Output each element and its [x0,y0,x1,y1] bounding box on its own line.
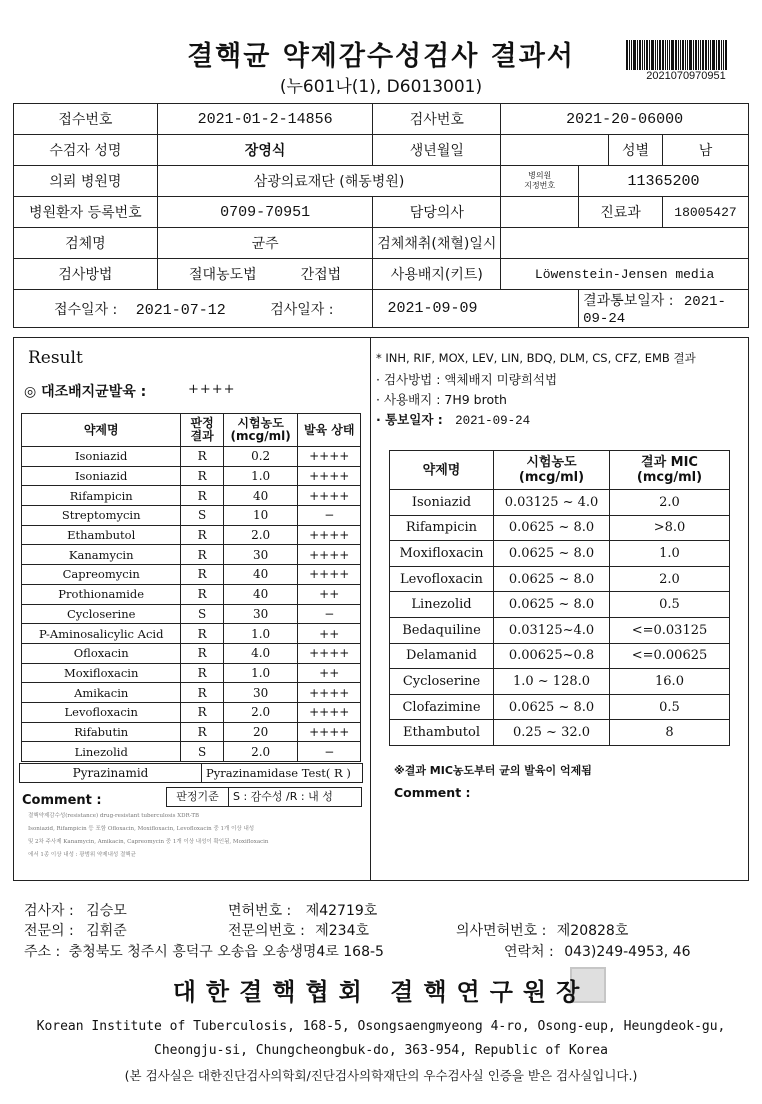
criteria-box [166,787,362,807]
criteria-label: 판정기준 [167,788,229,806]
dates-row: 접수일자 : 2021-07-12 검사일자 : [14,290,373,328]
dept-label: 진료과 [579,197,663,228]
table-row [22,545,361,565]
name-label: 수검자 성명 [14,135,158,166]
drug-name: Rifampicin [22,486,181,506]
control-growth-value: ++++ [188,382,236,397]
growth-cell: ++++ [298,702,361,722]
drug-name: P-Aminosalicylic Acid [22,624,181,644]
conc-cell: 40 [223,584,298,604]
range-cell: 0.0625 ~ 8.0 [494,515,610,541]
result-cell: R [181,722,223,742]
left-comment-label: Comment : [22,793,102,808]
result-cell: R [181,663,223,683]
table-row [22,742,361,762]
table-row [390,617,730,643]
result-cell: R [181,486,223,506]
barcode-number: 2021070970951 [646,70,726,82]
drug-name: Isoniazid [22,466,181,486]
doctor-label: 담당의사 [373,197,501,228]
conc-cell: 2.0 [223,742,298,762]
table-row [22,624,361,644]
result-heading: Result [28,348,83,368]
range-cell: 0.03125 ~ 4.0 [494,490,610,516]
specialist-line: 전문의 : 김휘준 [24,923,127,939]
result-cell: R [181,683,223,703]
mic-cell: 0.5 [610,694,730,720]
english-address-2: Cheongju-si, Chungcheongbuk-do, 363-954, Republic of Korea [154,1043,608,1058]
mic-footnote: ※결과 MIC농도부터 균의 발육이 억제됨 [394,764,592,777]
method-value: 절대농도법 간접법 [157,259,373,290]
drug-name: Ethambutol [390,720,494,746]
media-label: 사용배지(키트) [373,259,501,290]
patient-info-table [13,103,749,328]
mic-cell: 8 [610,720,730,746]
growth-cell: − [298,604,361,624]
institute-name: 대한결핵협회 결핵연구원장 [172,978,590,1006]
growth-cell: ++ [298,584,361,604]
drug-name: Ethambutol [22,525,181,545]
hospital-code-label: 병의원 지정번호 [501,166,579,197]
mic-cell: <=0.00625 [610,643,730,669]
report-date-cell: 결과통보일자 : 2021-09-24 [579,290,749,328]
dob-value [501,135,609,166]
patient-reg-no: 0709-70951 [157,197,373,228]
mic-cell: 2.0 [610,566,730,592]
range-cell: 0.25 ~ 32.0 [494,720,610,746]
growth-cell: − [298,506,361,526]
table-row [22,702,361,722]
result-cell: S [181,506,223,526]
result-cell: R [181,584,223,604]
range-cell: 0.00625~0.8 [494,643,610,669]
examiner-line: 검사자 : 김승모 [24,903,127,919]
criteria-value: S : 감수성 /R : 내 성 [233,790,333,803]
drug-name: Clofazimine [390,694,494,720]
mic-drugs-note: * INH, RIF, MOX, LEV, LIN, BDQ, DLM, CS, CFZ, EMB 결과 [376,351,696,365]
specimen-label: 검체명 [14,228,158,259]
growth-cell: − [298,742,361,762]
drug-name: Rifabutin [22,722,181,742]
conc-cell: 0.2 [223,447,298,467]
table-row [22,604,361,624]
drug-name: Isoniazid [390,490,494,516]
growth-cell: ++++ [298,447,361,467]
growth-cell: ++++ [298,683,361,703]
specimen-value: 균주 [157,228,373,259]
hospital-label: 의뢰 병원명 [14,166,158,197]
conc-cell: 30 [223,683,298,703]
barcode [626,40,744,70]
conc-cell: 40 [223,565,298,585]
media-value: Löwenstein-Jensen media [501,259,749,290]
growth-cell: ++++ [298,525,361,545]
result-cell: R [181,466,223,486]
mic-cell: >8.0 [610,515,730,541]
drug-name: Delamanid [390,643,494,669]
table-row [22,663,361,683]
result-cell: R [181,545,223,565]
receipt-no-label: 접수번호 [14,104,158,135]
conc-cell: 40 [223,486,298,506]
pyrazinamide-row [19,763,363,783]
drug-name: Cycloserine [22,604,181,624]
conc-cell: 1.0 [223,624,298,644]
growth-cell: ++++ [298,486,361,506]
document-title: 결핵균 약제감수성검사 결과서 [187,41,575,72]
conc-cell: 20 [223,722,298,742]
table-row [390,643,730,669]
range-cell: 0.0625 ~ 8.0 [494,592,610,618]
conc-cell: 10 [223,506,298,526]
fine-print-line: Isoniazid, Rifampicin 등 포함 Ofloxacin, Moxifloxacin, Levofloxacin 중 1개 이상 내성 [28,826,255,832]
document-subtitle: (누601나(1), D6013001) [279,77,483,97]
mic-cell: 1.0 [610,541,730,567]
drug-name: Linezolid [390,592,494,618]
conc-cell: 4.0 [223,643,298,663]
drug-name: Isoniazid [22,447,181,467]
mic-cell: 2.0 [610,490,730,516]
specialist-no-line: 전문의번호 : 제234호 [228,923,370,939]
drug-name: Moxifloxacin [22,663,181,683]
table-row [390,566,730,592]
drug-name: Moxifloxacin [390,541,494,567]
range-cell: 1.0 ~ 128.0 [494,669,610,695]
contact-line: 연락처 : 043)249-4953, 46 [504,944,691,960]
result-cell: R [181,624,223,644]
right-comment-label: Comment : [394,785,471,800]
drug-name: Streptomycin [22,506,181,526]
sex-value: 남 [662,135,748,166]
conc-cell: 1.0 [223,663,298,683]
mic-method: · 검사방법 : 액체배지 미량희석법 [376,372,558,387]
mic-table [389,450,730,746]
mic-cell: 16.0 [610,669,730,695]
col-conc: 시험농도 (mcg/ml) [223,414,298,447]
result-cell: S [181,742,223,762]
drug-name: Prothionamide [22,584,181,604]
test-no-label: 검사번호 [373,104,501,135]
conc-cell: 2.0 [223,525,298,545]
drug-name: Kanamycin [22,545,181,565]
growth-cell: ++ [298,624,361,644]
table-row [22,683,361,703]
result-cell: R [181,565,223,585]
dob-label: 생년월일 [373,135,501,166]
hospital-name: 삼광의료재단 (해동병원) [157,166,501,197]
table-row [390,490,730,516]
doctor-value [501,197,579,228]
method-label: 검사방법 [14,259,158,290]
result-cell: S [181,604,223,624]
mic-cell: 0.5 [610,592,730,618]
fine-print-line: 결핵약제감수성(resistance) drug-resistant tuberculosis XDR-TB [28,813,200,819]
table-row [390,669,730,695]
table-row [22,722,361,742]
growth-cell: ++++ [298,565,361,585]
result-cell: R [181,643,223,663]
drug-name: Levofloxacin [390,566,494,592]
col-drug: 약제명 [22,414,181,447]
growth-cell: ++ [298,663,361,683]
dept-value: 18005427 [662,197,748,228]
pza-drug: Pyrazinamid [20,764,202,782]
range-cell: 0.0625 ~ 8.0 [494,541,610,567]
growth-cell: ++++ [298,643,361,663]
col-range: 시험농도 (mcg/ml) [494,451,610,490]
patient-reg-label: 병원환자 등록번호 [14,197,158,228]
table-row [390,592,730,618]
drug-name: Linezolid [22,742,181,762]
pza-result: Pyrazinamidase Test( R ) [206,766,351,780]
table-row [390,720,730,746]
conc-cell: 30 [223,604,298,624]
table-row [390,541,730,567]
receipt-no: 2021-01-2-14856 [157,104,373,135]
control-growth-label: ◎ 대조배지균발육 : [24,384,147,400]
conc-cell: 2.0 [223,702,298,722]
result-cell: R [181,702,223,722]
table-row [22,447,361,467]
table-row [22,486,361,506]
drug-name: Amikacin [22,683,181,703]
table-row [22,525,361,545]
conc-cell: 1.0 [223,466,298,486]
english-address-1: Korean Institute of Tuberculosis, 168-5, Osongsaengmyeong 4-ro, Osong-eup, Heungdeok-gu, [36,1019,726,1034]
col-drug: 약제명 [390,451,494,490]
fine-print-line: 에서 1종 이상 내성 : 광범위 약제내성 결핵균 [28,852,136,858]
result-cell: R [181,525,223,545]
col-result: 판정 결과 [181,414,223,447]
mic-media: · 사용배지 : 7H9 broth [376,392,507,407]
certification-note: (본 검사실은 대한진단검사의학회/진단검사의학재단의 우수검사실 인증을 받은 검사실입니다.) [124,1068,638,1083]
patient-name: 장영식 [157,135,373,166]
drug-name: Capreomycin [22,565,181,585]
range-cell: 0.0625 ~ 8.0 [494,694,610,720]
drug-name: Bedaquiline [390,617,494,643]
drug-name: Rifampicin [390,515,494,541]
absolute-concentration-table [21,413,361,762]
mic-report-date: · 통보일자 : 2021-09-24 [376,412,531,428]
address-line: 주소 : 충청북도 청주시 흥덕구 오송읍 오송생명4로 168-5 [24,944,384,960]
test-no: 2021-20-06000 [501,104,749,135]
fine-print-line: 및 2차 주사제 Kanamycin, Amikacin, Capreomycin 중 1개 이상 내성이 확인됨, Moxifloxacin [28,839,269,845]
collect-date-label: 검체채취(채혈)일시 [373,228,501,259]
growth-cell: ++++ [298,466,361,486]
result-cell: R [181,447,223,467]
doctor-license-line: 의사면허번호 : 제20828호 [456,923,629,939]
table-row [22,584,361,604]
conc-cell: 30 [223,545,298,565]
license-line: 면허번호 : 제42719호 [228,903,378,919]
col-growth: 발육 상태 [298,414,361,447]
table-row [22,565,361,585]
hospital-code: 11365200 [579,166,749,197]
collect-date-value [501,228,749,259]
growth-cell: ++++ [298,545,361,565]
test-date: 2021-09-09 [373,290,579,328]
drug-name: Cycloserine [390,669,494,695]
table-row [22,643,361,663]
mic-cell: <=0.03125 [610,617,730,643]
table-row [390,694,730,720]
table-row [390,515,730,541]
sex-label: 성별 [609,135,663,166]
growth-cell: ++++ [298,722,361,742]
range-cell: 0.0625 ~ 8.0 [494,566,610,592]
table-row [22,506,361,526]
drug-name: Levofloxacin [22,702,181,722]
range-cell: 0.03125~4.0 [494,617,610,643]
drug-name: Ofloxacin [22,643,181,663]
table-row [22,466,361,486]
col-mic: 결과 MIC (mcg/ml) [610,451,730,490]
